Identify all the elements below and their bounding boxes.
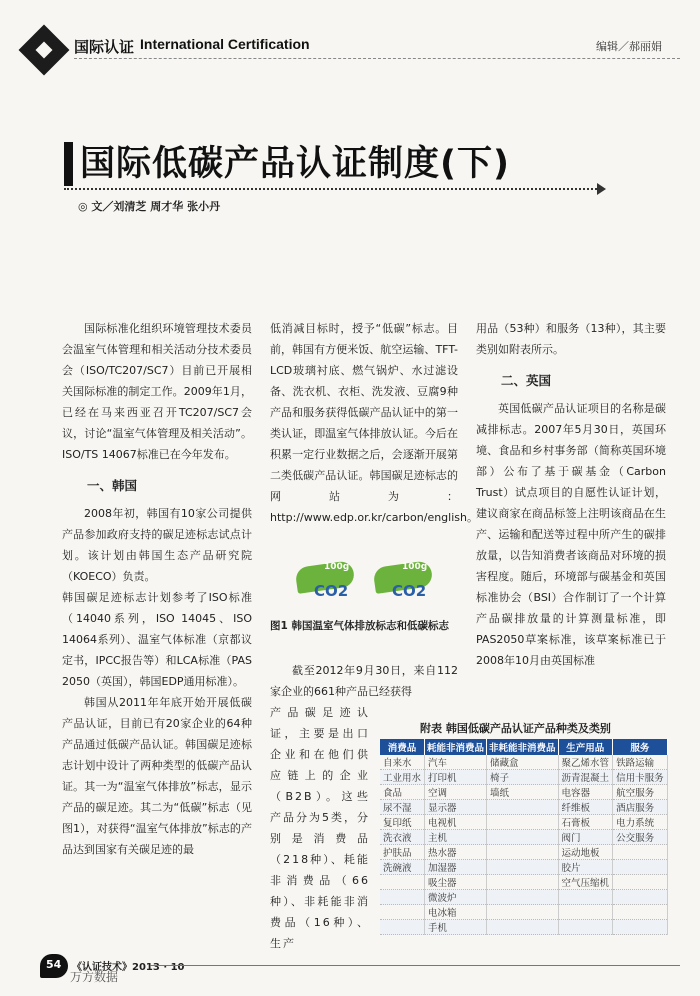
section-label-cn: 国际认证 bbox=[74, 38, 135, 56]
section-heading-uk: 二、英国 bbox=[501, 373, 552, 388]
table-cell bbox=[487, 860, 559, 875]
table-row bbox=[380, 875, 667, 890]
table-row bbox=[380, 830, 667, 845]
paragraph: 国际标准化组织环境管理技术委员会温室气体管理和相关活动分技术委员会（ISO/TC207/SC7）目前已开展相关国际标准的制定工作。2009年1月，已经在马来西亚召开TC207/SC7会议，讨论“温室气体管理及相关活动”。ISO/TS 14067标准已在今年发布。 bbox=[62, 322, 252, 461]
table-header-cell: 服务 bbox=[613, 739, 668, 755]
table-cell: 电力系统 bbox=[613, 815, 668, 830]
table-cell bbox=[380, 875, 425, 890]
paragraph: 低消减目标时，授予“低碳”标志。目前，韩国有方便米饭、航空运输、TFT-LCD玻璃衬底、燃气锅炉、水过滤设备、洗衣机、衣柜、洗发液、豆腐9种产品和服务获得低碳产品认证中的第一类认证，即温室气体排放认证。今后在积累一定行业数据之后，会逐渐开展第二类低碳产品认证。韩国碳足迹标志的网站为：http://www.edp.or.kr/carbon/english。 bbox=[270, 322, 478, 524]
table-cell bbox=[613, 890, 668, 905]
table-cell: 沥青混凝土 bbox=[558, 770, 613, 785]
table-row bbox=[380, 755, 667, 770]
text-column-1 bbox=[62, 318, 252, 860]
paragraph: 韩国碳足迹标志计划参考了ISO标准（14040系列，ISO 14045、ISO 14064系列）、温室气体标准（京都议定书，IPCC报告等）和LCA标准（PAS 2050（英国），韩国EDP通用标准）。 bbox=[62, 591, 252, 688]
table-cell: 手机 bbox=[425, 920, 487, 935]
paragraph: 产品碳足迹认证，主要是出口企业和在他们供应链上的企业（B2B）。这些产品分为5类，分别是消费品（218种）、耗能非消费品（66种）、非耗能非消费品（16种）、生产 bbox=[270, 706, 370, 950]
table-cell bbox=[613, 875, 668, 890]
publication-info: 《认证技术》2013 · 10 bbox=[72, 962, 185, 973]
logo-value: 100g bbox=[402, 562, 428, 572]
table-cell: 吸尘器 bbox=[425, 875, 487, 890]
table-cell: 主机 bbox=[425, 830, 487, 845]
table-cell: 航空服务 bbox=[613, 785, 668, 800]
product-category-table bbox=[380, 739, 668, 935]
table-cell bbox=[487, 905, 559, 920]
table-cell: 胶片 bbox=[558, 860, 613, 875]
table-cell bbox=[487, 845, 559, 860]
logo-co2-text: CO2 bbox=[314, 582, 349, 600]
table-cell: 护肤品 bbox=[380, 845, 425, 860]
page-header bbox=[0, 28, 700, 72]
table-title: 附表 韩国低碳产品认证产品种类及类别 bbox=[420, 722, 611, 735]
text-column-2-continued bbox=[270, 660, 458, 702]
table-row bbox=[380, 800, 667, 815]
table-cell bbox=[380, 905, 425, 920]
table-header-row bbox=[380, 739, 667, 755]
table-cell bbox=[380, 890, 425, 905]
paragraph: 2008年初，韩国有10家公司提供产品参加政府支持的碳足迹标志试点计划。该计划由韩国生态产品研究院（KOECO）负责。 bbox=[62, 507, 252, 583]
paragraph: 英国低碳产品认证项目的名称是碳减排标志。2007年5月30日，英国环境、食品和乡村事务部（简称英国环境部）公布了基于碳基金（Carbon Trust）试点项目的自愿性认证计划，建议商家在商品标签上注明该商品在生产、运输和配送等过程中所产生的碳排放量，以告知消费者该商品对环境的损害程度。随后，环境部与碳基金和英国标准协会（BSI）合作制订了一个计算产品碳排放量的计算测量标准，即PAS2050草案标准，该草案标准已于2008年10月由英国标准 bbox=[476, 402, 666, 667]
editor-credit: 编辑／郝丽娟 bbox=[596, 40, 662, 53]
low-carbon-label-icon bbox=[374, 560, 436, 604]
table-cell bbox=[613, 920, 668, 935]
table-cell bbox=[380, 920, 425, 935]
table-row bbox=[380, 860, 667, 875]
table-cell bbox=[487, 815, 559, 830]
text-column-2 bbox=[270, 318, 478, 528]
table-cell: 酒店服务 bbox=[613, 800, 668, 815]
table-cell: 微波炉 bbox=[425, 890, 487, 905]
table-cell: 石膏板 bbox=[558, 815, 613, 830]
section-heading-korea: 一、韩国 bbox=[87, 478, 138, 493]
table-cell: 纤维板 bbox=[558, 800, 613, 815]
table-header-cell: 生产用品 bbox=[558, 739, 613, 755]
table-cell: 电容器 bbox=[558, 785, 613, 800]
figure-caption: 图1 韩国温室气体排放标志和低碳标志 bbox=[270, 620, 449, 632]
table-header-cell: 非耗能非消费品 bbox=[487, 739, 559, 755]
table-cell bbox=[487, 875, 559, 890]
table-cell: 储藏盒 bbox=[487, 755, 559, 770]
table-header-cell: 耗能非消费品 bbox=[425, 739, 487, 755]
table-cell: 汽车 bbox=[425, 755, 487, 770]
table-cell bbox=[487, 890, 559, 905]
table-row bbox=[380, 905, 667, 920]
footer-divider bbox=[150, 965, 680, 966]
table-cell: 尿不湿 bbox=[380, 800, 425, 815]
table-cell bbox=[558, 890, 613, 905]
table-cell bbox=[487, 920, 559, 935]
table-cell: 加湿器 bbox=[425, 860, 487, 875]
table-cell: 热水器 bbox=[425, 845, 487, 860]
paragraph: 韩国从2011年年底开始开展低碳产品认证，目前已有20家企业的64种产品通过低碳产品认证。韩国碳足迹标志计划中设计了两种类型的低碳产品认证。其一为“温室气体排放”标志，显示产品的碳足迹。其二为“低碳”标志（见图1），对获得“温室气体排放”标志的产品达到国家有关碳足迹的最 bbox=[62, 696, 252, 856]
title-bar-mark bbox=[64, 142, 73, 186]
paragraph: 用品（53种）和服务（13种），其主要类别如附表所示。 bbox=[476, 322, 666, 356]
table-cell bbox=[487, 800, 559, 815]
table-cell: 空气压缩机 bbox=[558, 875, 613, 890]
table-row bbox=[380, 815, 667, 830]
table-cell bbox=[613, 845, 668, 860]
table-row bbox=[380, 845, 667, 860]
table-cell: 信用卡服务 bbox=[613, 770, 668, 785]
ghg-emission-label-icon bbox=[296, 560, 358, 604]
table-cell: 食品 bbox=[380, 785, 425, 800]
table-cell: 椅子 bbox=[487, 770, 559, 785]
table-cell bbox=[613, 860, 668, 875]
page-footer bbox=[40, 950, 680, 984]
table-cell bbox=[558, 920, 613, 935]
table-row bbox=[380, 785, 667, 800]
header-divider bbox=[74, 58, 680, 59]
article-authors: ◎ 文／刘清芝 周才华 张小丹 bbox=[78, 200, 221, 213]
paragraph: 截至2012年9月30日，来自112家企业的661种产品已经获得 bbox=[270, 664, 458, 698]
table-cell: 聚乙烯水管 bbox=[558, 755, 613, 770]
table-cell: 阀门 bbox=[558, 830, 613, 845]
article-title: 国际低碳产品认证制度(下) bbox=[80, 144, 510, 184]
table-cell: 显示器 bbox=[425, 800, 487, 815]
table-cell: 洗碗液 bbox=[380, 860, 425, 875]
table-cell: 公交服务 bbox=[613, 830, 668, 845]
table-row bbox=[380, 920, 667, 935]
table-cell: 工业用水 bbox=[380, 770, 425, 785]
section-label-en: International Certification bbox=[140, 36, 310, 52]
figure-1-logos bbox=[290, 560, 440, 610]
table-cell: 打印机 bbox=[425, 770, 487, 785]
logo-co2-text: CO2 bbox=[392, 582, 427, 600]
text-column-2-narrow bbox=[270, 702, 370, 954]
table-cell: 自来水 bbox=[380, 755, 425, 770]
table-header-cell: 消费品 bbox=[380, 739, 425, 755]
title-divider bbox=[64, 188, 600, 190]
text-column-3 bbox=[476, 318, 666, 671]
table-cell bbox=[558, 905, 613, 920]
table-cell: 电视机 bbox=[425, 815, 487, 830]
table-cell: 运动地板 bbox=[558, 845, 613, 860]
table-cell: 墙纸 bbox=[487, 785, 559, 800]
table-cell: 电冰箱 bbox=[425, 905, 487, 920]
watermark-text: 万方数据 bbox=[70, 970, 119, 984]
table-cell: 复印纸 bbox=[380, 815, 425, 830]
table-cell: 铁路运输 bbox=[613, 755, 668, 770]
table-row bbox=[380, 770, 667, 785]
table-row bbox=[380, 890, 667, 905]
table-cell: 洗衣液 bbox=[380, 830, 425, 845]
table-cell bbox=[487, 830, 559, 845]
page-number: 54 bbox=[46, 958, 62, 971]
logo-value: 100g bbox=[324, 562, 350, 572]
table-cell: 空调 bbox=[425, 785, 487, 800]
arrow-right-icon bbox=[597, 183, 606, 195]
table-cell bbox=[613, 905, 668, 920]
